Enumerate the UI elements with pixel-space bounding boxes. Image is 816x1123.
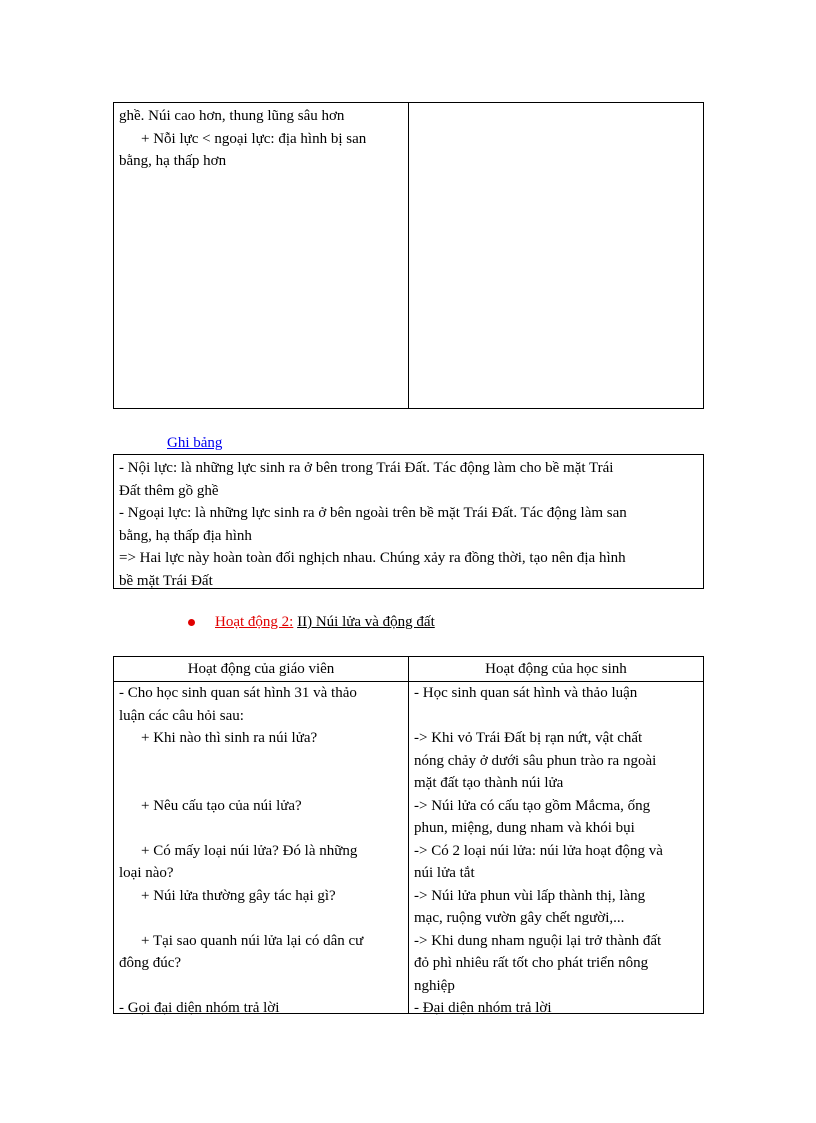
text-line: mặt đất tạo thành núi lửa: [414, 775, 564, 791]
text-line: => Hai lực này hoàn toàn đối nghịch nhau. Chúng xảy ra đồng thời, tạo nên địa hình: [119, 550, 626, 566]
text-line: nóng chảy ở dưới sâu phun trào ra ngoài: [414, 752, 657, 769]
text-line: phun, miệng, dung nham và khói bụi: [414, 820, 635, 836]
teacher-column-cell: [114, 103, 409, 408]
text-line: bằng, hạ thấp hơn: [119, 153, 227, 169]
text-line: -> Khi vỏ Trái Đất bị rạn nứt, vật chất: [414, 730, 643, 746]
text-line: + Tại sao quanh núi lửa lại có dân cư: [141, 932, 364, 949]
teacher-column: [114, 682, 404, 1020]
text-line: nghiệp: [414, 977, 455, 994]
text-line: - Đại diện nhóm trả lời: [414, 1000, 552, 1016]
text-line: - Cho học sinh quan sát hình 31 và thảo: [119, 685, 357, 701]
text-line: bề mặt Trái Đất: [119, 572, 213, 589]
heading-label: Hoạt động 2:: [215, 614, 294, 630]
text-line: -> Có 2 loại núi lửa: núi lửa hoạt động và: [414, 842, 663, 859]
text-line: loại nào?: [119, 865, 174, 881]
text-line: ghề. Núi cao hơn, thung lũng sâu hơn: [119, 108, 345, 124]
text-line: -> Núi lửa có cấu tạo gồm Mắcma, ống: [414, 797, 651, 814]
text-line: -> Khi dung nham nguội lại trở thành đất: [414, 932, 662, 949]
bullet-icon: [188, 619, 195, 626]
student-header: Hoạt động của học sinh: [485, 661, 627, 677]
text-line: - Học sinh quan sát hình và thảo luận: [414, 685, 638, 701]
text-line: + Có mấy loại núi lửa? Đó là những: [141, 842, 358, 859]
activity-table-continued: [113, 102, 704, 409]
text-line: núi lửa tắt: [414, 865, 475, 881]
student-column: [409, 682, 699, 1020]
ghi-bang-box: [113, 454, 704, 589]
text-line: đỏ phì nhiêu rất tốt cho phát triển nông: [414, 955, 649, 971]
text-line: đông đúc?: [119, 955, 182, 971]
section-heading: [215, 611, 435, 634]
text-line: + Khi nào thì sinh ra núi lửa?: [141, 730, 318, 746]
text-line: + Núi lửa thường gây tác hại gì?: [141, 887, 336, 904]
text-line: - Ngoại lực: là những lực sinh ra ở bên ngoài trên bề mặt Trái Đất. Tác động làm san: [119, 505, 627, 521]
text-line: - Nội lực: là những lực sinh ra ở bên trong Trái Đất. Tác động làm cho bề mặt Trái: [119, 460, 614, 476]
text-line: mạc, ruộng vườn gây chết người,...: [414, 910, 625, 926]
ghi-bang-link[interactable]: Ghi bảng: [167, 435, 223, 451]
heading-title: II) Núi lửa và động đất: [297, 614, 435, 630]
teacher-header: Hoạt động của giáo viên: [187, 661, 335, 677]
text-line: -> Núi lửa phun vùi lấp thành thị, làng: [414, 887, 646, 904]
text-line: bằng, hạ thấp địa hình: [119, 527, 252, 544]
text-line: luận các câu hỏi sau:: [119, 707, 244, 724]
text-line: + Nêu cấu tạo của núi lửa?: [141, 797, 302, 814]
activity-table: [113, 656, 704, 1014]
text-line: - Gọi đại diện nhóm trả lời: [119, 1000, 280, 1016]
text-line: + Nỗi lực < ngoại lực: địa hình bị san: [141, 130, 367, 147]
text-line: Đất thêm gồ ghề: [119, 482, 219, 499]
